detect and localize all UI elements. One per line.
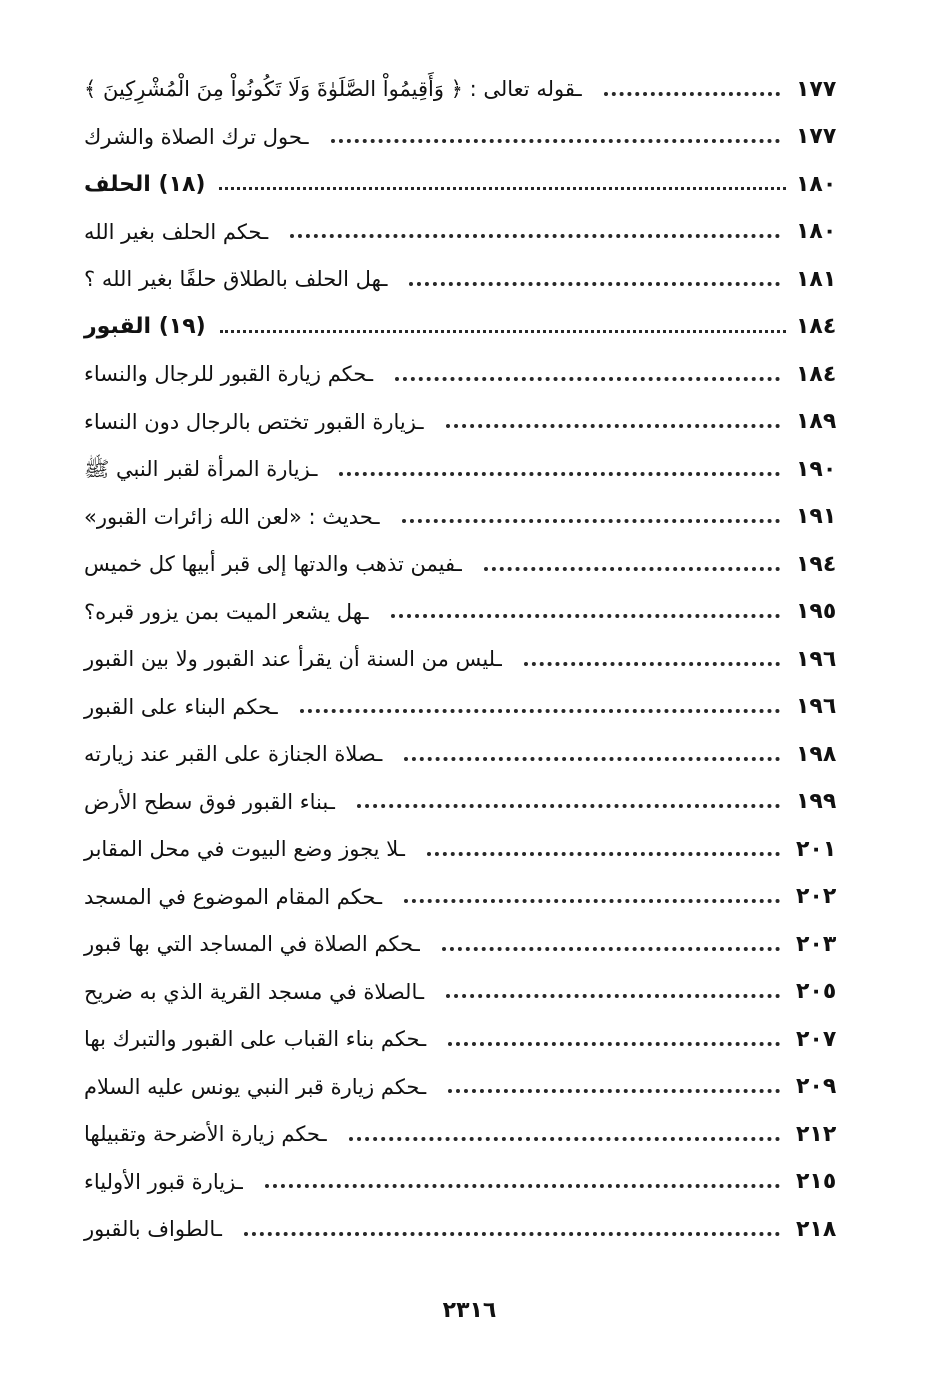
toc-entry-title: ـهل الحلف بالطلاق حلفًا بغير الله ؟: [84, 267, 388, 292]
toc-entry-title: ـبناء القبور فوق سطح الأرض: [84, 789, 335, 814]
toc-entry-page: ٢١٢: [796, 1121, 837, 1147]
toc-section-heading: [84, 304, 842, 352]
toc-entry-page: ١٨٠: [796, 219, 837, 245]
toc-entry-page: ١٨١: [796, 266, 837, 292]
toc-entry: [84, 684, 842, 732]
toc-entry-title: ـالطواف بالقبور: [84, 1217, 222, 1242]
toc-entry: [84, 826, 842, 874]
toc-entry-page: ١٩٤: [796, 551, 837, 577]
toc-entry-page: ١٩٠: [796, 456, 837, 482]
toc-entry-page: ٢٠٥: [796, 979, 837, 1005]
toc-entry-title: ـالصلاة في مسجد القرية الذي به ضريح: [84, 979, 425, 1004]
leader-dots: [357, 804, 780, 808]
toc-entry: [84, 114, 842, 162]
toc-entry: [84, 541, 842, 589]
toc-entry-page: ١٩٦: [796, 694, 837, 720]
toc-entry-title: ـحكم الحلف بغير الله: [84, 219, 269, 244]
toc-entry-title: ـحديث : «لعن الله زائرات القبور»: [84, 504, 380, 529]
toc-entry: [84, 1159, 842, 1207]
toc-entry: [84, 351, 842, 399]
toc-entry-page: ١٧٧: [796, 76, 837, 102]
toc-entry-title: ـحكم زيارة الأضرحة وتقبيلها: [84, 1122, 327, 1147]
leader-dots: [484, 567, 780, 571]
toc-entry: [84, 1206, 842, 1254]
toc-entry: [84, 636, 842, 684]
toc-entry: [84, 494, 842, 542]
toc-entry-page: ٢٠٣: [796, 931, 837, 957]
toc-entry-title: ـليس من السنة أن يقرأ عند القبور ولا بين القبور: [84, 647, 502, 672]
leader-dots: [395, 377, 780, 381]
page-number: ٢٣١٦: [442, 1298, 497, 1323]
toc-entry: [84, 779, 842, 827]
toc-entry-page: ٢٠١: [796, 836, 837, 862]
toc-entry-page: ١٧٧: [796, 124, 837, 150]
toc-entry-page: ١٨٩: [796, 409, 837, 435]
toc-entry: [84, 399, 842, 447]
leader-dots: [409, 282, 780, 286]
leader-dots: [331, 139, 780, 143]
toc-entry-page: ٢٠٢: [796, 884, 837, 910]
toc-entry: [84, 66, 842, 114]
toc-entry-page: ١٨٤: [796, 361, 837, 387]
toc-entry-title: ـحكم زيارة قبر النبي يونس عليه السلام: [84, 1074, 427, 1099]
toc-entry: [84, 209, 842, 257]
leader-dots: [404, 757, 780, 761]
toc-entry-page: ١٩٦: [796, 646, 837, 672]
toc-entry-title: ـحكم الصلاة في المساجد التي بها قبور: [84, 932, 420, 957]
leader-dots: [220, 330, 786, 333]
toc-entry-page: ١٩٨: [796, 741, 837, 767]
leader-dots: [300, 709, 780, 713]
leader-dots: [448, 1042, 780, 1046]
toc-entry-page: ١٩١: [796, 504, 837, 530]
leader-dots: [265, 1184, 780, 1188]
toc-entry-page: ٢١٥: [796, 1169, 837, 1195]
table-of-contents: [84, 66, 842, 1254]
toc-entry: [84, 1016, 842, 1064]
toc-entry: [84, 446, 842, 494]
leader-dots: [524, 662, 780, 666]
toc-entry-title: ـحول ترك الصلاة والشرك: [84, 124, 309, 149]
toc-entry: [84, 589, 842, 637]
leader-dots: [290, 234, 780, 238]
toc-entry-page: ١٩٥: [796, 599, 837, 625]
leader-dots: [339, 472, 780, 476]
toc-entry-title: ـهل يشعر الميت بمن يزور قبره؟: [84, 599, 369, 624]
toc-entry-page: ٢٠٩: [796, 1074, 837, 1100]
toc-entry-title: ـلا يجوز وضع البيوت في محل المقابر: [84, 837, 405, 862]
toc-entry-title: ـفيمن تذهب والدتها إلى قبر أبيها كل خميس: [84, 552, 462, 577]
toc-entry: [84, 1111, 842, 1159]
toc-entry: [84, 256, 842, 304]
leader-dots: [446, 424, 780, 428]
leader-dots: [219, 187, 786, 190]
leader-dots: [402, 519, 781, 523]
leader-dots: [391, 614, 780, 618]
toc-entry-page: ١٩٩: [796, 789, 837, 815]
leader-dots: [349, 1137, 780, 1141]
toc-entry-title: ـزيارة القبور تختص بالرجال دون النساء: [84, 409, 424, 434]
toc-entry-page: ٢١٨: [796, 1216, 837, 1242]
leader-dots: [442, 947, 780, 951]
leader-dots: [404, 899, 780, 903]
leader-dots: [427, 852, 780, 856]
leader-dots: [446, 994, 780, 998]
toc-entry: [84, 1064, 842, 1112]
toc-entry: [84, 731, 842, 779]
toc-entry-page: ١٨٤: [796, 314, 837, 340]
toc-entry-title: ـزيارة قبور الأولياء: [84, 1169, 243, 1194]
toc-entry-page: ١٨٠: [796, 171, 837, 197]
toc-entry-title: ـقوله تعالى : ﴿ وَأَقِيمُواْ الصَّلَوٰةَ وَلَا تَكُونُواْ مِنَ الْمُشْرِكِينَ ﴾: [84, 77, 582, 102]
toc-entry: [84, 969, 842, 1017]
toc-entry-page: ٢٠٧: [796, 1026, 837, 1052]
toc-section-heading: [84, 161, 842, 209]
toc-entry-title: ـحكم بناء القباب على القبور والتبرك بها: [84, 1027, 427, 1052]
leader-dots: [448, 1089, 780, 1093]
toc-entry: [84, 921, 842, 969]
toc-entry-title: ـحكم زيارة القبور للرجال والنساء: [84, 362, 373, 387]
toc-entry-title: ـحكم المقام الموضوع في المسجد: [84, 884, 383, 909]
leader-dots: [244, 1232, 780, 1236]
toc-entry-title: ـصلاة الجنازة على القبر عند زيارته: [84, 742, 383, 767]
toc-entry-title: ـزيارة المرأة لقبر النبي ﷺ: [84, 457, 318, 482]
toc-entry-title: ـحكم البناء على القبور: [84, 694, 278, 719]
toc-entry: [84, 874, 842, 922]
toc-section-title: (١٩) القبور: [84, 314, 206, 340]
toc-section-title: (١٨) الحلف: [84, 171, 206, 197]
leader-dots: [604, 92, 780, 96]
